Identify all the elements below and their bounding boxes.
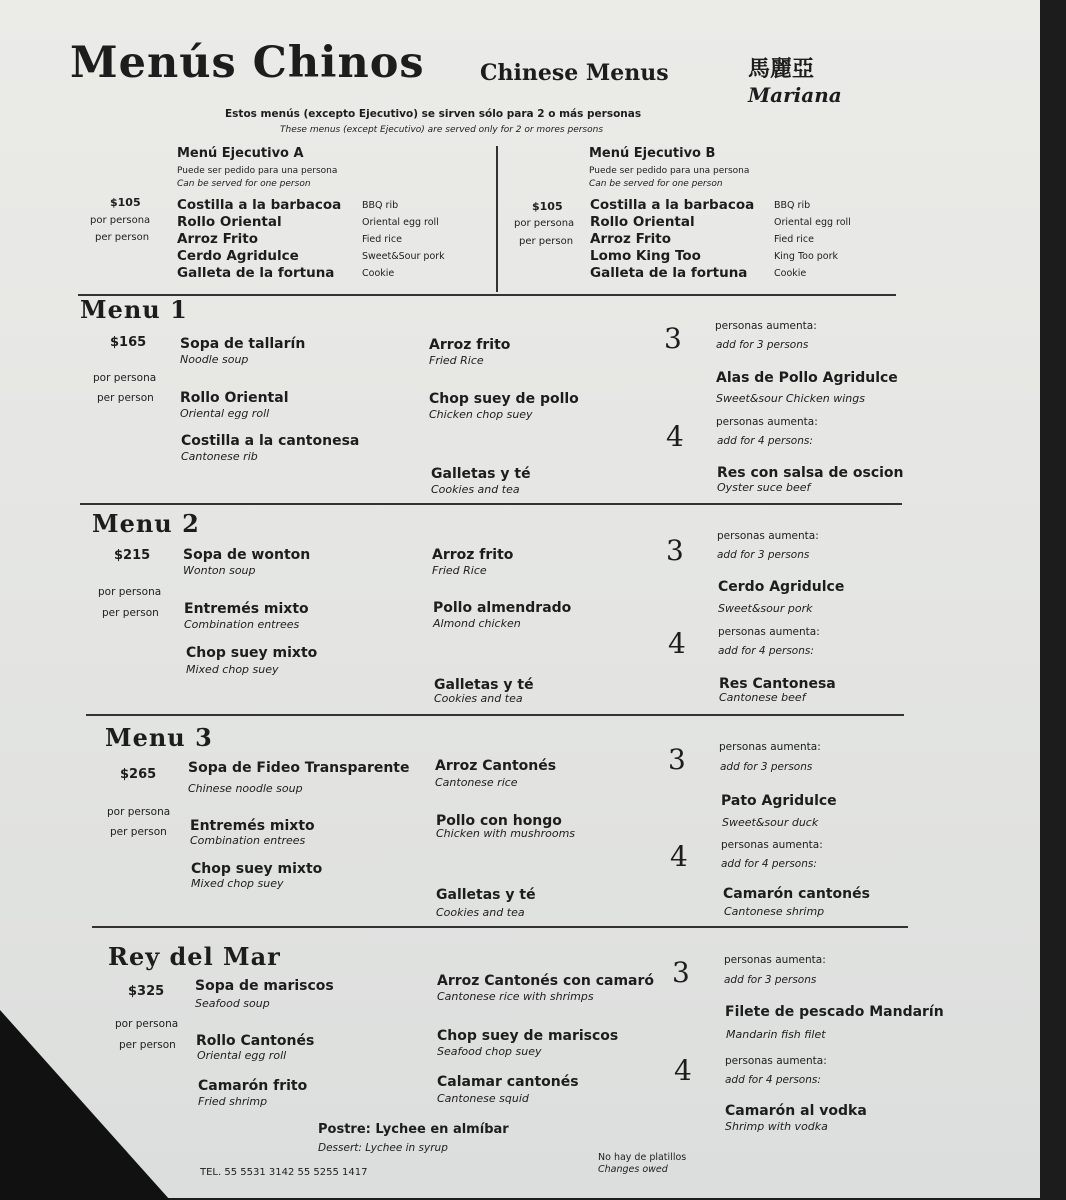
menu1-add4-number: 4 xyxy=(666,420,684,453)
menu1-add3-label: personas aumenta: xyxy=(715,320,817,332)
menu1-add4-label-en: add for 4 persons: xyxy=(717,435,813,447)
serving-note-en: These menus (except Ejecutivo) are served only for 2 or mores persons xyxy=(280,125,604,135)
menu3-add3-dish: Pato Agridulce xyxy=(721,793,837,809)
ejecutivo-a-note-en: Can be served for one person xyxy=(177,179,311,189)
ejecutivo-a-trans: Oriental egg roll xyxy=(362,217,439,228)
ejecutivo-a-trans: BBQ rib xyxy=(362,200,399,211)
menu1-add3-dish: Alas de Pollo Agridulce xyxy=(716,370,898,386)
menu3-add4-label: personas aumenta: xyxy=(721,839,823,851)
ejecutivo-b-items xyxy=(590,197,754,282)
menu2-dish-trans: Almond chicken xyxy=(433,617,521,630)
section-divider xyxy=(86,714,904,716)
menu3-add4-label-en: add for 4 persons: xyxy=(721,858,817,870)
menu3-dish-trans: Chinese noodle soup xyxy=(188,782,303,795)
menu1-dish-name: Sopa de tallarín xyxy=(180,336,306,352)
ejecutivo-a-item: Cerdo Agridulce xyxy=(177,248,299,264)
menu1-title: Menu 1 xyxy=(80,295,188,324)
menu1-dish-name: Galletas y té xyxy=(431,466,531,482)
ejecutivo-a-item: Costilla a la barbacoa xyxy=(177,197,342,213)
ejecutivo-b-item: Galleta de la fortuna xyxy=(590,265,748,281)
menu1-per-en: per person xyxy=(97,392,154,404)
no-changes-note-es: No hay de platillos xyxy=(598,1152,687,1163)
reydelmar-add3-label-en: add for 3 persons xyxy=(724,974,817,986)
menu1-add3-number: 3 xyxy=(664,322,682,355)
reydelmar-dish-name: Camarón frito xyxy=(198,1078,308,1094)
ejecutivo-a-title: Menú Ejecutivo A xyxy=(177,146,304,161)
ejecutivo-a-trans: Sweet&Sour pork xyxy=(362,251,445,262)
reydelmar-dish-trans: Seafood chop suey xyxy=(437,1045,542,1058)
menu1-dish-name: Rollo Oriental xyxy=(180,390,289,406)
serving-note-es: Estos menús (excepto Ejecutivo) se sirven sólo para 2 o más personas xyxy=(225,108,642,120)
menu2-dish-name: Galletas y té xyxy=(434,677,534,693)
ejecutivo-a-note-es: Puede ser pedido para una persona xyxy=(177,166,338,176)
menu3-add3-label-en: add for 3 persons xyxy=(720,761,813,773)
reydelmar-dish-trans: Cantonese rice with shrimps xyxy=(437,990,594,1003)
menu3-add3-label: personas aumenta: xyxy=(719,741,821,753)
menu2-dish-name: Sopa de wonton xyxy=(183,547,311,563)
menu3-dish-name: Sopa de Fideo Transparente xyxy=(188,760,410,776)
menu2-per-en: per person xyxy=(102,607,159,619)
reydelmar-add3-dish: Filete de pescado Mandarín xyxy=(725,1004,944,1020)
menu1-dish-name: Chop suey de pollo xyxy=(429,391,579,407)
ejecutivo-b-per-en: per person xyxy=(519,236,574,247)
section-divider xyxy=(78,294,896,296)
ejecutivo-b-item: Lomo King Too xyxy=(590,248,701,264)
ejecutivo-b-translations xyxy=(774,197,851,282)
menu3-dish-name: Pollo con hongo xyxy=(436,813,562,829)
reydelmar-per-en: per person xyxy=(119,1039,176,1051)
reydelmar-add3-label: personas aumenta: xyxy=(724,954,826,966)
reydelmar-per-es: por persona xyxy=(115,1018,179,1030)
ejecutivo-b-item: Arroz Frito xyxy=(590,231,671,247)
reydelmar-dish-name: Calamar cantonés xyxy=(437,1074,579,1090)
menu2-price: $215 xyxy=(114,548,151,563)
reydelmar-add4-dish: Camarón al vodka xyxy=(725,1103,867,1119)
dessert-translation: Dessert: Lychee in syrup xyxy=(318,1142,448,1154)
menu2-dish-name: Entremés mixto xyxy=(184,601,309,617)
ejecutivo-b-trans: BBQ rib xyxy=(774,200,811,211)
menu2-per-es: por persona xyxy=(98,586,162,598)
ejecutivo-b-price: $105 xyxy=(532,200,563,213)
reydelmar-add3-dish-trans: Mandarin fish filet xyxy=(726,1028,826,1041)
menu2-dish-trans: Combination entrees xyxy=(184,618,300,631)
menu1-add4-dish-trans: Oyster suce beef xyxy=(717,481,811,494)
menu2-add4-label-en: add for 4 persons: xyxy=(718,645,814,657)
menu3-add4-dish-trans: Cantonese shrimp xyxy=(724,905,825,918)
ejecutivo-b-note-es: Puede ser pedido para una persona xyxy=(589,166,750,176)
reydelmar-price: $325 xyxy=(128,984,165,999)
menu2-add3-label-en: add for 3 persons xyxy=(717,549,810,561)
reydelmar-dish-trans: Seafood soup xyxy=(195,997,270,1010)
menu3-price: $265 xyxy=(120,767,157,782)
ejecutivo-a-price: $105 xyxy=(110,196,141,209)
menu1-dish-trans: Noodle soup xyxy=(180,353,249,366)
menu2-dish-trans: Fried Rice xyxy=(432,564,487,577)
ejecutivo-b-title: Menú Ejecutivo B xyxy=(589,146,716,161)
menu2-add3-label: personas aumenta: xyxy=(717,530,819,542)
reydelmar-add4-label-en: add for 4 persons: xyxy=(725,1074,821,1086)
menu1-dish-trans: Fried Rice xyxy=(429,354,484,367)
menu1-price: $165 xyxy=(110,335,147,350)
ejecutivo-a-items xyxy=(177,197,341,282)
ejecutivo-b-trans: Fied rice xyxy=(774,234,814,245)
ejecutivo-a-item: Arroz Frito xyxy=(177,231,258,247)
menu1-add3-dish-trans: Sweet&sour Chicken wings xyxy=(716,392,865,405)
menu2-dish-trans: Cookies and tea xyxy=(434,692,523,705)
menu1-dish-trans: Cantonese rib xyxy=(181,450,258,463)
menu3-dish-name: Entremés mixto xyxy=(190,818,315,834)
menu3-add4-dish: Camarón cantonés xyxy=(723,886,870,902)
reydelmar-dish-trans: Fried shrimp xyxy=(198,1095,268,1108)
ejecutivo-b-trans: King Too pork xyxy=(774,251,839,262)
no-changes-note-en: Changes owed xyxy=(598,1164,668,1175)
logo-text: Mariana xyxy=(748,83,842,107)
reydelmar-add4-number: 4 xyxy=(674,1054,692,1087)
ejecutivo-a-translations xyxy=(362,197,445,282)
logo xyxy=(748,52,842,107)
menu2-add4-number: 4 xyxy=(668,627,686,660)
reydelmar-title: Rey del Mar xyxy=(108,942,281,971)
ejecutivo-b-item: Costilla a la barbacoa xyxy=(590,197,755,213)
ejecutivo-a-trans: Fied rice xyxy=(362,234,402,245)
ejecutivo-a-item: Rollo Oriental xyxy=(177,214,282,230)
menu3-add3-dish-trans: Sweet&sour duck xyxy=(722,816,819,829)
menu3-dish-name: Galletas y té xyxy=(436,887,536,903)
menu2-add4-dish-trans: Cantonese beef xyxy=(719,691,806,704)
menu3-dish-trans: Cookies and tea xyxy=(436,906,525,919)
ejecutivo-a-per-es: por persona xyxy=(90,215,151,226)
menu2-dish-trans: Mixed chop suey xyxy=(186,663,279,676)
menu1-dish-trans: Oriental egg roll xyxy=(180,407,270,420)
menu3-title: Menu 3 xyxy=(105,723,213,752)
ejecutivo-a-per-en: per person xyxy=(95,232,150,243)
menu2-add3-dish-trans: Sweet&sour pork xyxy=(718,602,813,615)
menu2-add3-number: 3 xyxy=(666,534,684,567)
menu3-dish-trans: Mixed chop suey xyxy=(191,877,284,890)
menu3-add4-number: 4 xyxy=(670,840,688,873)
menu2-dish-name: Chop suey mixto xyxy=(186,645,318,661)
menu3-per-es: por persona xyxy=(107,806,171,818)
reydelmar-add4-dish-trans: Shrimp with vodka xyxy=(725,1120,828,1133)
page-subtitle: Chinese Menus xyxy=(480,60,669,86)
phone-numbers: TEL. 55 5531 3142 55 5255 1417 xyxy=(200,1167,368,1178)
ejecutivo-a-item: Galleta de la fortuna xyxy=(177,265,335,281)
menu3-add3-number: 3 xyxy=(668,743,686,776)
page-title: Menús Chinos xyxy=(70,38,425,88)
reydelmar-dish-name: Rollo Cantonés xyxy=(196,1033,315,1049)
dessert-label: Postre: Lychee en almíbar xyxy=(318,1122,509,1137)
section-divider xyxy=(92,926,908,928)
ejecutivo-b-per-es: por persona xyxy=(514,218,575,229)
logo-chinese-characters: 馬麗亞 xyxy=(748,56,815,82)
menu3-per-en: per person xyxy=(110,826,167,838)
section-divider xyxy=(80,503,902,505)
menu2-dish-trans: Wonton soup xyxy=(183,564,256,577)
ejecutivo-b-item: Rollo Oriental xyxy=(590,214,695,230)
menu1-add4-label: personas aumenta: xyxy=(716,416,818,428)
menu3-dish-name: Chop suey mixto xyxy=(191,861,323,877)
ejecutivo-a-trans: Cookie xyxy=(362,268,395,279)
menu3-dish-name: Arroz Cantonés xyxy=(435,758,557,774)
menu2-add4-label: personas aumenta: xyxy=(718,626,820,638)
menu3-dish-trans: Combination entrees xyxy=(190,834,306,847)
menu2-dish-name: Arroz frito xyxy=(432,547,514,563)
menu1-per-es: por persona xyxy=(93,372,157,384)
ejecutivo-b-trans: Cookie xyxy=(774,268,807,279)
ejecutivo-divider xyxy=(496,146,498,292)
reydelmar-add3-number: 3 xyxy=(672,956,690,989)
reydelmar-dish-name: Arroz Cantonés con camaró xyxy=(437,973,655,989)
reydelmar-dish-trans: Cantonese squid xyxy=(437,1092,529,1105)
menu2-add3-dish: Cerdo Agridulce xyxy=(718,579,845,595)
reydelmar-dish-trans: Oriental egg roll xyxy=(197,1049,287,1062)
menu1-dish-name: Costilla a la cantonesa xyxy=(181,433,360,449)
reydelmar-dish-name: Sopa de mariscos xyxy=(195,978,334,994)
menu1-add3-label-en: add for 3 persons xyxy=(716,339,809,351)
ejecutivo-b-trans: Oriental egg roll xyxy=(774,217,851,228)
menu1-dish-trans: Cookies and tea xyxy=(431,483,520,496)
reydelmar-add4-label: personas aumenta: xyxy=(725,1055,827,1067)
ejecutivo-b-note-en: Can be served for one person xyxy=(589,179,723,189)
menu2-dish-name: Pollo almendrado xyxy=(433,600,572,616)
menu1-dish-name: Arroz frito xyxy=(429,337,511,353)
menu1-dish-trans: Chicken chop suey xyxy=(429,408,533,421)
menu1-add4-dish: Res con salsa de oscion xyxy=(717,465,904,481)
menu3-dish-trans: Chicken with mushrooms xyxy=(436,827,576,840)
menu3-dish-trans: Cantonese rice xyxy=(435,776,518,789)
reydelmar-dish-name: Chop suey de mariscos xyxy=(437,1028,619,1044)
menu2-title: Menu 2 xyxy=(92,509,200,538)
menu2-add4-dish: Res Cantonesa xyxy=(719,676,836,692)
